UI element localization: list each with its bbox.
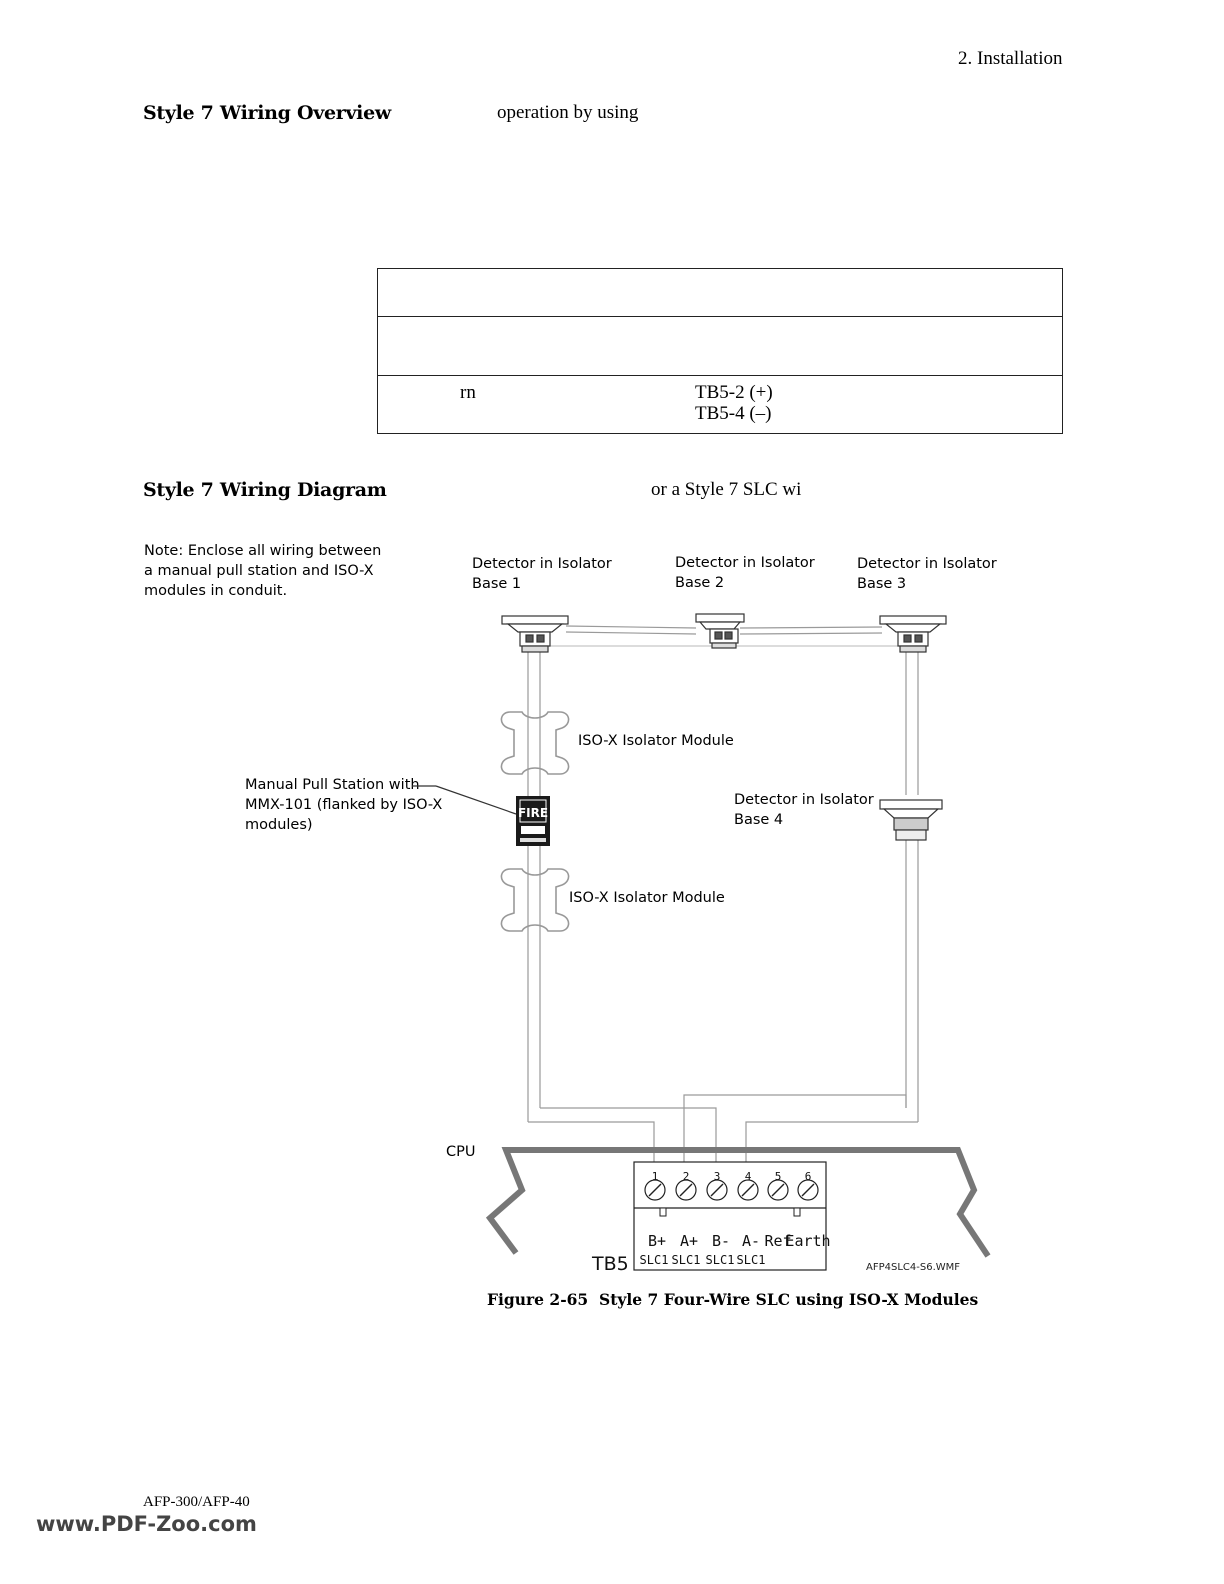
iso-x-module-lower [501,869,568,931]
overview-text: operation by using [497,102,639,123]
iso-x-module-upper [501,712,568,774]
figure-caption: Figure 2-65 Style 7 Four-Wire SLC using ISO-X Modules [487,1290,979,1309]
file-name-label: AFP4SLC4-S6.WMF [866,1262,961,1273]
terminal-block-tb5 [591,1162,831,1275]
section-header: 2. Installation [958,48,1063,69]
terminal-signal: A+ [679,1232,699,1250]
fire-label: FIRE [517,806,549,820]
iso-module-lower-label: ISO-X Isolator Module [569,890,725,906]
label-line: Base 1 [472,576,522,592]
terminal-signal: B+ [647,1232,667,1250]
cpu-label: CPU [446,1144,476,1160]
terminal-screw-1 [645,1180,665,1200]
label-line: modules) [245,817,313,833]
label-line: Base 2 [675,575,725,591]
label-line: Detector in Isolator [675,555,815,571]
iso-module-upper-label: ISO-X Isolator Module [578,733,734,749]
label-line: MMX-101 (flanked by ISO-X [245,797,443,813]
note-line: Note: Enclose all wiring between [144,543,382,559]
terminal-slc: SLC1 [705,1253,735,1267]
terminal-signal: A- [741,1232,761,1250]
terminal-screw-2 [676,1180,696,1200]
terminal-screw-6 [798,1180,818,1200]
terminal-number: 5 [774,1170,782,1183]
detector-4 [880,800,942,840]
terminal-block-label: TB5 [592,1253,629,1275]
terminal-slc: SLC1 [736,1253,766,1267]
terminal-number: 1 [651,1170,659,1183]
table-cell: TB5-2 (+) [695,382,773,403]
table-cell: rn [460,382,476,403]
table-cell: TB5-4 (–) [695,403,772,424]
terminal-signal: Ref [764,1232,792,1250]
watermark-link[interactable]: www.PDF-Zoo.com [36,1512,257,1536]
label-line: Base 4 [734,812,784,828]
label-line: Manual Pull Station with [245,777,420,793]
terminal-slc: SLC1 [671,1253,701,1267]
terminal-slc: SLC1 [639,1253,669,1267]
manual-pull-station [516,796,550,846]
label-line: Detector in Isolator [734,792,874,808]
label-line: Detector in Isolator [472,556,612,572]
note-line: a manual pull station and ISO-X [144,563,374,579]
label-line: Base 3 [857,576,907,592]
label-line: Detector in Isolator [857,556,997,572]
detector-2 [696,614,744,648]
note-line: modules in conduit. [144,583,288,599]
terminal-signal: Earth [785,1232,831,1250]
diagram-heading: Style 7 Wiring Diagram [143,479,387,501]
footer-doc-id: AFP-300/AFP-40 [143,1494,250,1510]
terminal-number: 2 [682,1170,690,1183]
terminal-signal: B- [711,1232,731,1250]
terminal-screw-3 [707,1180,727,1200]
terminal-screw-4 [738,1180,758,1200]
overview-heading: Style 7 Wiring Overview [143,102,391,124]
terminal-number: 4 [744,1170,752,1183]
terminal-number: 3 [713,1170,721,1183]
diagram-intro-text: or a Style 7 SLC wi [651,479,802,500]
terminal-number: 6 [804,1170,812,1183]
terminal-screw-5 [768,1180,788,1200]
